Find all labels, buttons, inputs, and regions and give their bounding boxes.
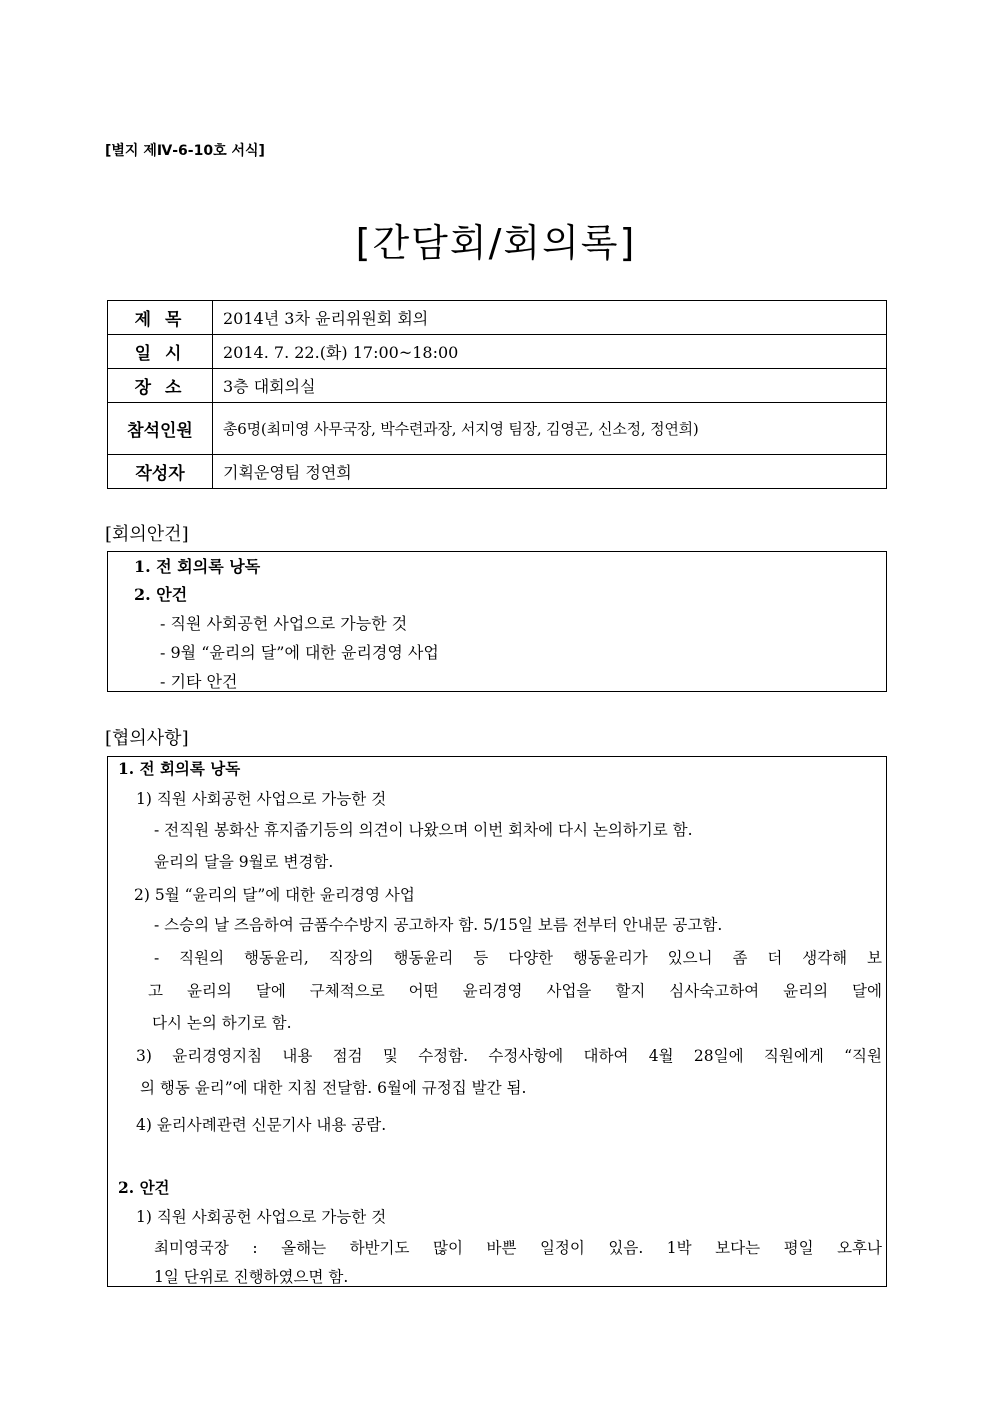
discussion-line: - 전직원 봉화산 휴지줍기등의 의견이 나왔으며 이번 회차에 다시 논의하기로 함. xyxy=(154,821,693,839)
discussion-line: - 직원의 행동윤리, 직장의 행동윤리 등 다양한 행동윤리가 있으니 좀 더 생각해 보 xyxy=(154,949,882,967)
info-value: 3층 대회의실 xyxy=(213,369,887,403)
discussion-line: 최미영국장 : 올해는 하반기도 많이 바쁜 일정이 있음. 1박 보다는 평일 오후나 xyxy=(154,1239,882,1257)
form-code: [별지 제Ⅳ-6-10호 서식] xyxy=(105,143,265,159)
info-row-attendees xyxy=(108,403,887,455)
info-value: 기획운영팀 정연희 xyxy=(213,455,887,489)
info-label: 작성자 xyxy=(108,455,213,489)
discussion-line: 1. 전 회의록 낭독 xyxy=(118,759,241,778)
agenda-item: - 기타 안건 xyxy=(160,672,238,691)
info-label: 장 소 xyxy=(108,369,213,403)
agenda-item: 2. 안건 xyxy=(134,585,188,604)
discussion-line: 1) 직원 사회공헌 사업으로 가능한 것 xyxy=(136,790,387,808)
discussion-line: 고 윤리의 달에 구체적으로 어떤 윤리경영 사업을 할지 심사숙고하여 윤리의 달에 xyxy=(148,982,882,1000)
discussion-line: 1) 직원 사회공헌 사업으로 가능한 것 xyxy=(136,1208,387,1226)
info-label: 참석인원 xyxy=(108,403,213,455)
meeting-info-table xyxy=(107,300,887,489)
info-label: 일 시 xyxy=(108,335,213,369)
discussion-line: 4) 윤리사례관련 신문기사 내용 공람. xyxy=(136,1116,387,1134)
info-value: 2014. 7. 22.(화) 17:00~18:00 xyxy=(213,335,887,369)
agenda-heading: [회의안건] xyxy=(105,524,189,545)
document-title: [간담회/회의록] xyxy=(355,221,637,265)
info-value: 총6명(최미영 사무국장, 박수련과장, 서지영 팀장, 김영곤, 신소정, 정연희) xyxy=(213,403,887,455)
discussion-line: 의 행동 윤리”에 대한 지침 전달함. 6월에 규정집 발간 됨. xyxy=(140,1079,527,1097)
info-row-author xyxy=(108,455,887,489)
agenda-item: - 9월 “윤리의 달”에 대한 윤리경영 사업 xyxy=(160,643,439,662)
discussion-line: - 스승의 날 즈음하여 금품수수방지 공고하자 함. 5/15일 보름 전부터 안내문 공고함. xyxy=(154,916,723,934)
info-row-title xyxy=(108,301,887,335)
discussion-line: 다시 논의 하기로 함. xyxy=(152,1014,292,1032)
agenda-box xyxy=(107,551,887,692)
discussion-line: 1일 단위로 진행하였으면 함. xyxy=(154,1268,349,1286)
info-label: 제 목 xyxy=(108,301,213,335)
agenda-item: - 직원 사회공헌 사업으로 가능한 것 xyxy=(160,614,408,633)
discussion-heading: [협의사항] xyxy=(105,728,189,749)
agenda-item: 1. 전 회의록 낭독 xyxy=(134,557,261,576)
discussion-line: 2) 5월 “윤리의 달”에 대한 윤리경영 사업 xyxy=(134,886,415,904)
discussion-line: 윤리의 달을 9월로 변경함. xyxy=(154,853,334,871)
info-row-place xyxy=(108,369,887,403)
discussion-line: 2. 안건 xyxy=(118,1178,170,1197)
info-row-datetime xyxy=(108,335,887,369)
discussion-line: 3) 윤리경영지침 내용 점검 및 수정함. 수정사항에 대하여 4월 28일에 직원에게 “직원 xyxy=(136,1047,882,1065)
info-value: 2014년 3차 윤리위원회 회의 xyxy=(213,301,887,335)
discussion-box xyxy=(107,756,887,1287)
